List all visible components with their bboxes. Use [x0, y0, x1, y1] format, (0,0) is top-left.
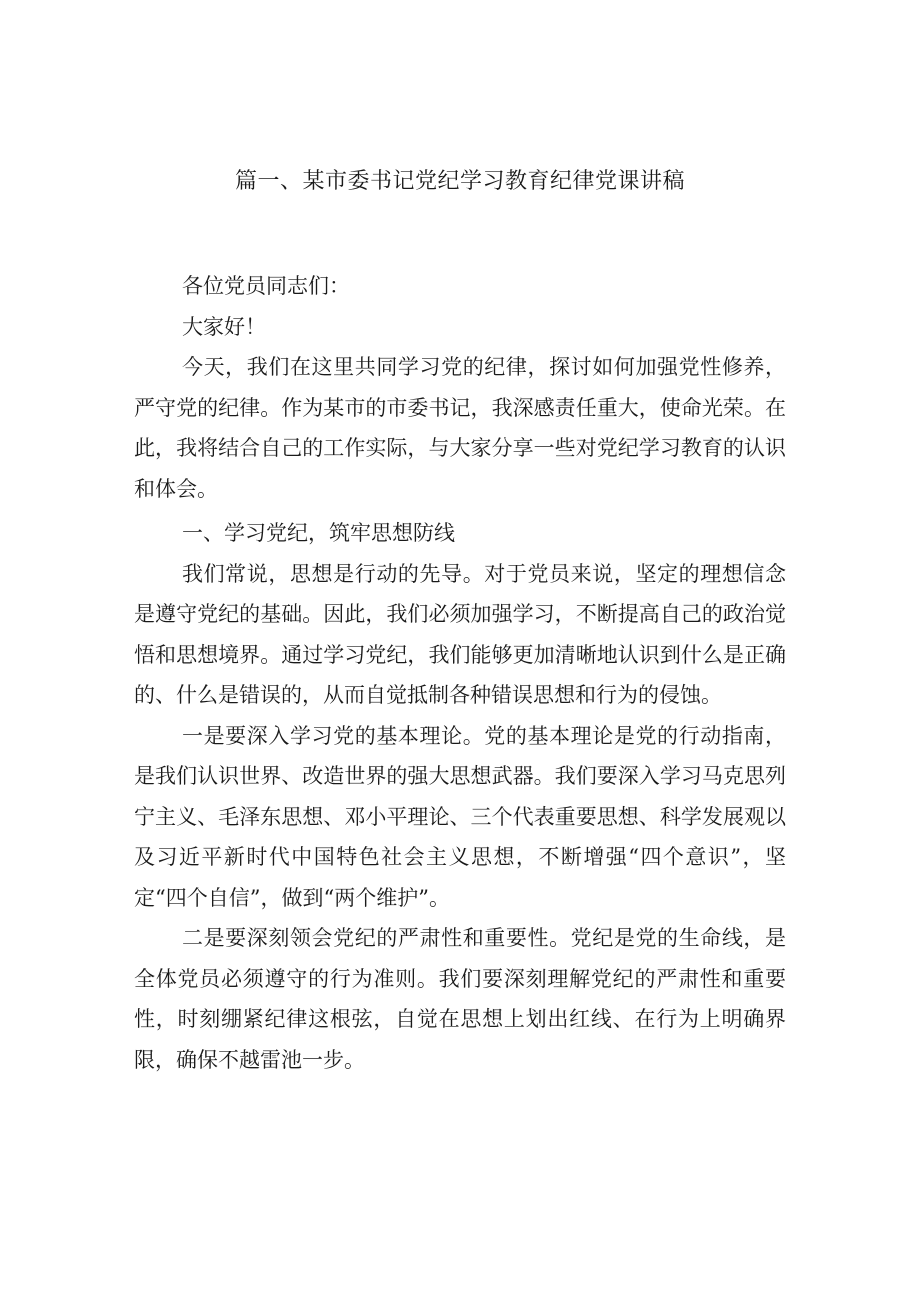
salutation: 各位党员同志们： [182, 274, 350, 298]
body-paragraph: 一是要深入学习党的基本理论。党的基本理论是党的行动指南，是我们认识世界、改造世界的强大思想武器。我们要深入学习马克思列宁主义、毛泽东思想、邓小平理论、三个代表重要思想、科学发展观以及习近平新时代中国特色社会主义思想，不断增强“四个意识”，坚定“四个自信”，做到“两个维护”。 [134, 723, 786, 910]
document-body [134, 266, 786, 1080]
greeting: 大家好！ [182, 314, 266, 339]
body-paragraph: 我们常说，思想是行动的先导。对于党员来说，坚定的理想信念是遵守党纪的基础。因此，我们必须加强学习，不断提高自己的政治觉悟和思想境界。通过学习党纪，我们能够更加清晰地认识到什么是正确的、什么是错误的，从而自觉抵制各种错误思想和行为的侵蚀。 [134, 561, 786, 707]
body-paragraph: 二是要深刻领会党纪的严肃性和重要性。党纪是党的生命线，是全体党员必须遵守的行为准则。我们要深刻理解党纪的严肃性和重要性，时刻绷紧纪律这根弦，自觉在思想上划出红线、在行为上明确界限，确保不越雷池一步。 [134, 926, 786, 1072]
intro-paragraph: 今天，我们在这里共同学习党的纪律，探讨如何加强党性修养，严守党的纪律。作为某市的市委书记，我深感责任重大，使命光荣。在此，我将结合自己的工作实际，与大家分享一些对党纪学习教育的认识和体会。 [134, 355, 786, 501]
section-heading: 一、学习党纪，筑牢思想防线 [182, 521, 455, 545]
document-title: 篇一、某市委书记党纪学习教育纪律党课讲稿 [234, 169, 685, 194]
